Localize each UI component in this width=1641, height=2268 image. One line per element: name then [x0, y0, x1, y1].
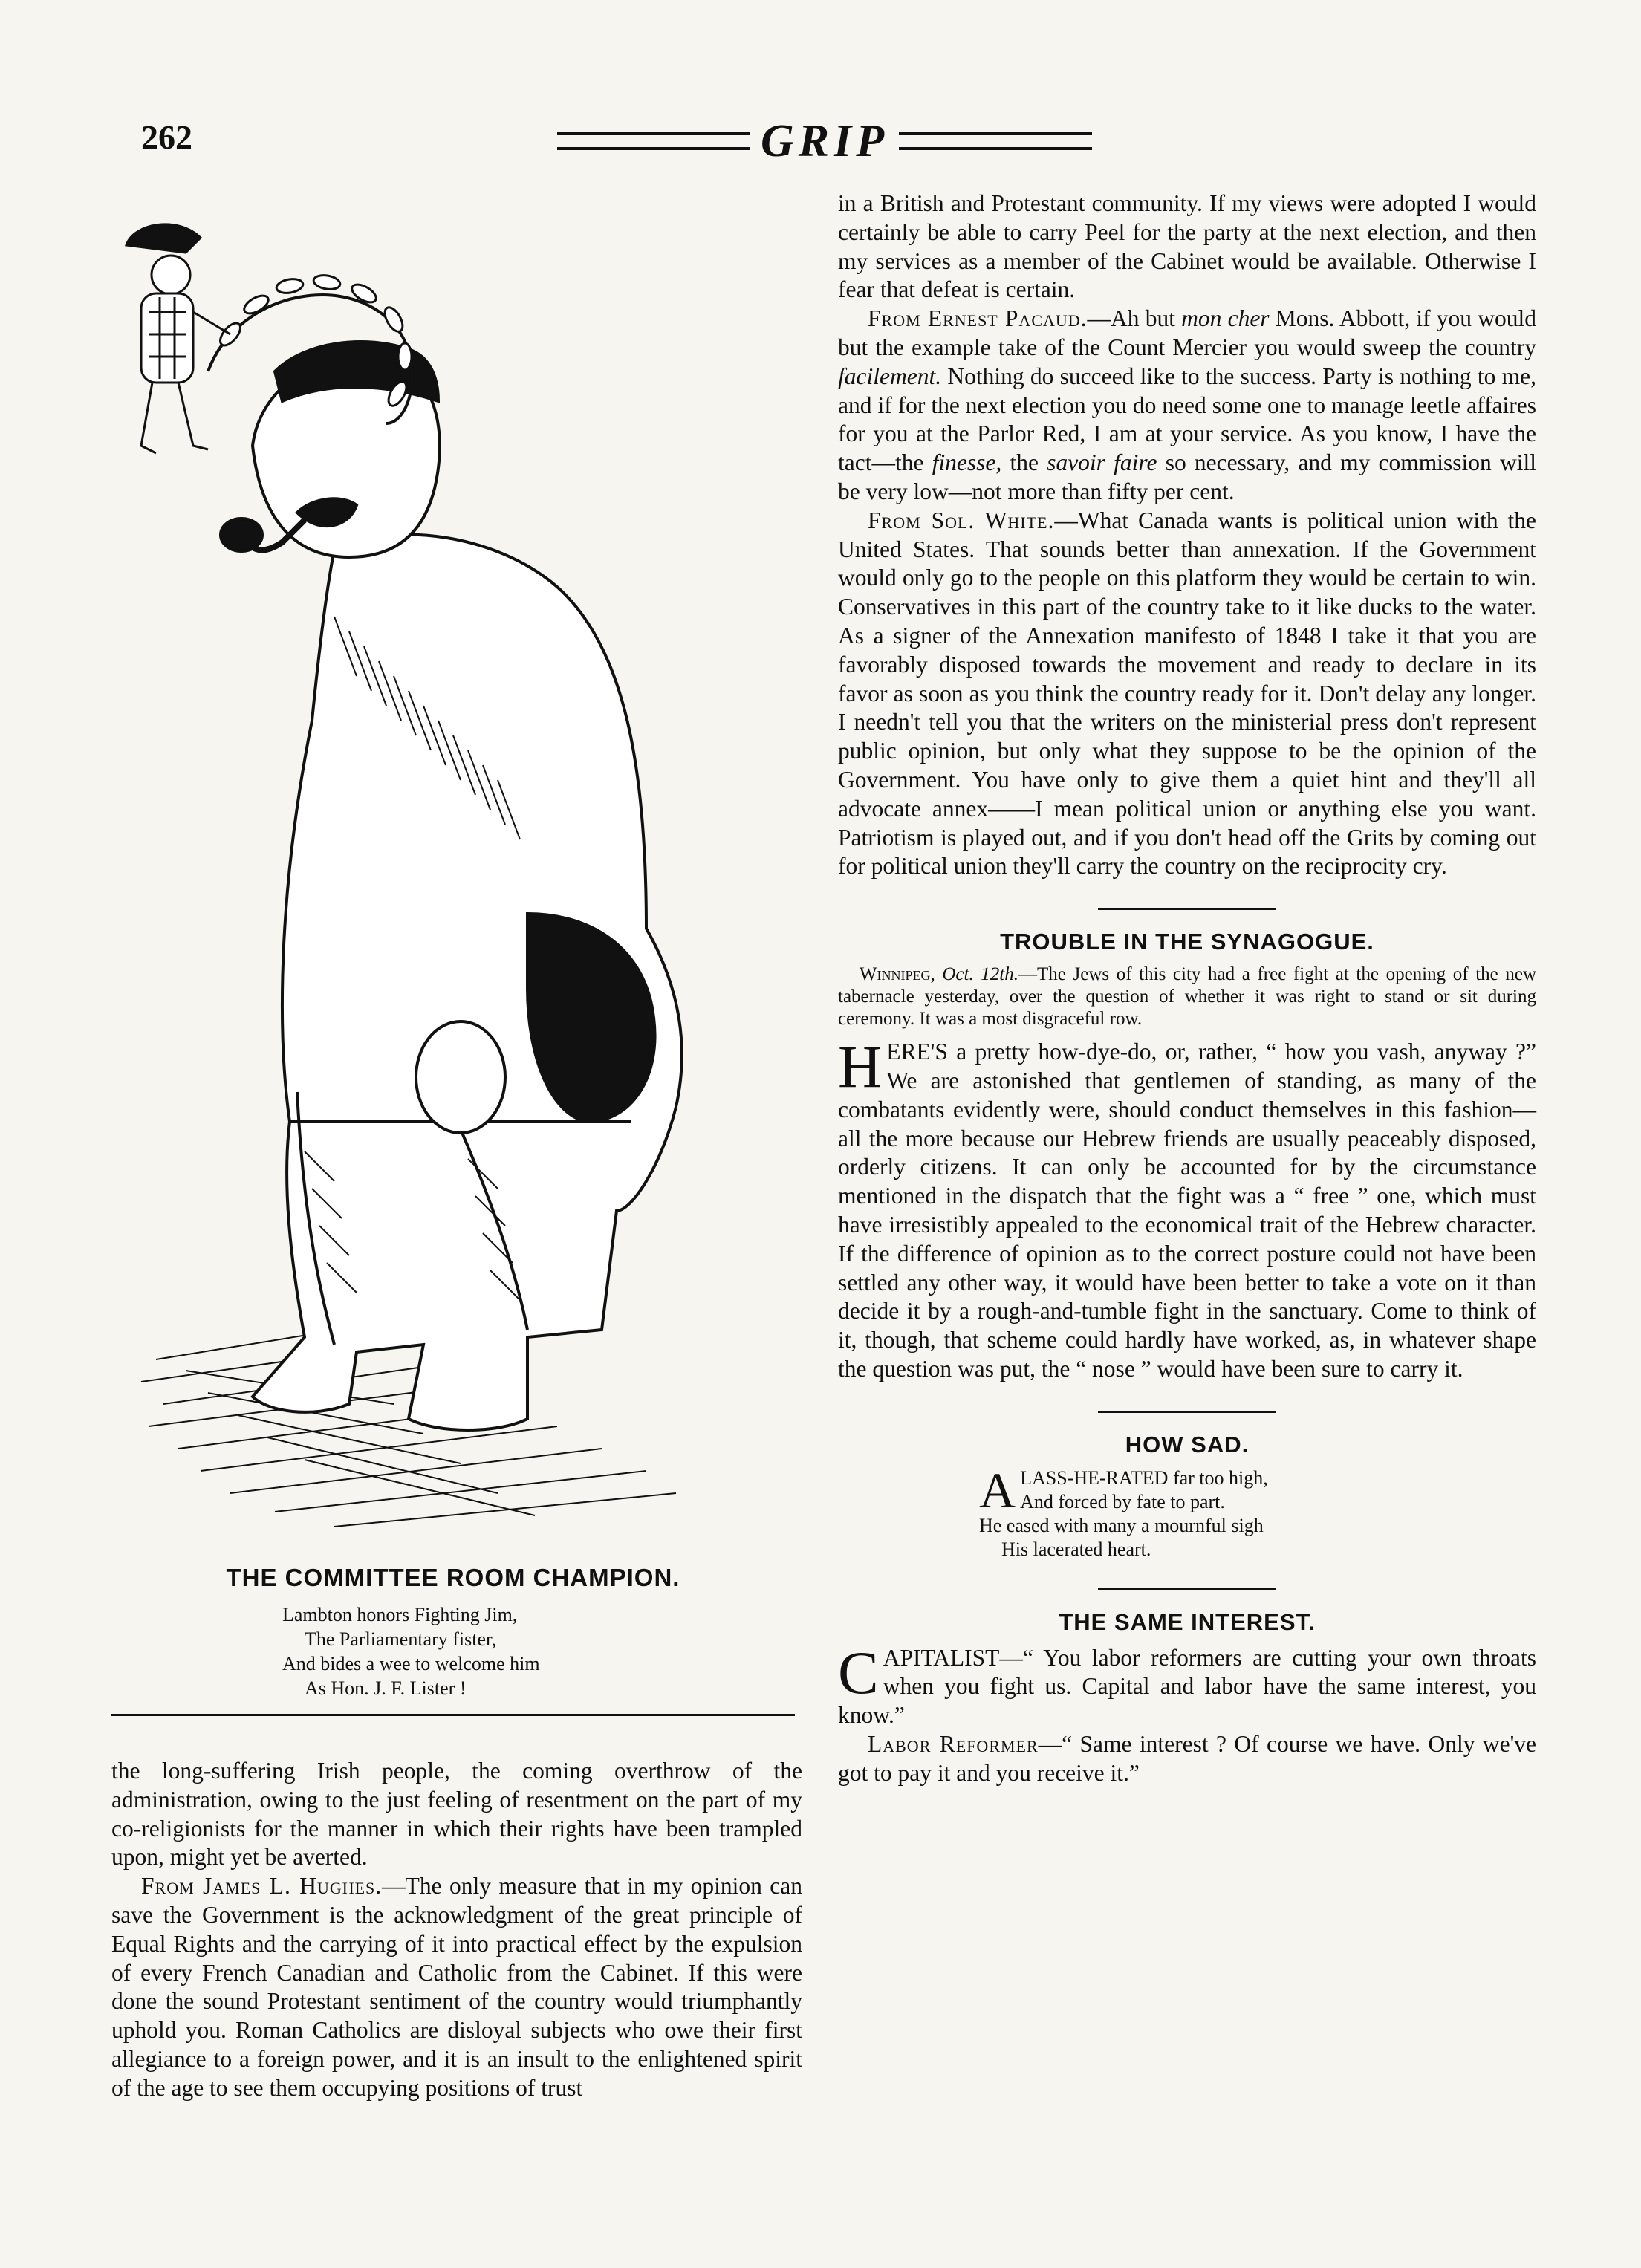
same-interest-p2	[838, 1730, 1536, 1788]
italic-run: finesse,	[932, 449, 1002, 476]
paragraph-body: —The only measure that in my opinion can save the Government is the acknowledgment of the great principle of Equal Rights and the carrying of it into practical effect by the expulsion of every French Canadian and Catholic from the Cabinet. If this were done the sound Protestant sentiment of the country would triumphantly uphold you. Roman Catholics are disloyal subjects who owe their first allegiance to a foreign power, and it is an insult to the enlightened spirit of the age to see them occupying positions of trust	[111, 1873, 802, 2101]
paragraph: the long-suffering Irish people, the coming overthrow of the administration, owing to the just feeling of resentment on the part of my co-religionists for the manner in which their rights have been trampled upon, might yet be averted.	[111, 1758, 802, 1871]
section-heading-synagogue: TROUBLE IN THE SYNAGOGUE.	[1000, 929, 1374, 955]
poem-line: He eased with many a mournful sigh	[979, 1514, 1264, 1536]
illustration-caption	[111, 1564, 795, 1716]
same-interest-p1	[838, 1638, 1536, 1730]
dateline	[838, 964, 1536, 1030]
page-header	[141, 111, 1107, 171]
paragraph-body: —“ Same interest ? Of course we have. Only we've got to pay it and you receive it.”	[838, 1731, 1536, 1786]
paragraph-hughes	[111, 1872, 802, 2102]
figure-body	[253, 535, 682, 1430]
italic-run: facilement.	[838, 363, 942, 389]
section-divider	[1098, 1411, 1276, 1413]
right-column-text	[838, 189, 1536, 1788]
speaker-name: From Ernest Pacaud.	[868, 305, 1088, 332]
section-heading-how-sad: HOW SAD.	[1125, 1431, 1250, 1458]
article-body: ERE'S a pretty how-dye-do, or, rather, “ how you vash, anyway ?” We are astonished that gentlemen of standing, as many of the combatants evidently were, should conduct themselves in this fashion—all the more because our Hebrew friends are usually peaceably disposed, orderly citizens. It can only be accounted for by the circumstance mentioned in the dispatch that the fight was a “ free ” one, which must have irresistibly appealed to the economical trait of the Hebrew character. If the difference of opinion as to the correct posture could not have been settled any other way, it would have been better to take a vote on it than decide it by a rough-and-tumble fight in the sanctuary. Come to think of it, though, that scheme could hardly have worked, as, in whatever shape the question was put, the “ nose ” would have been sure to carry it.	[838, 1039, 1536, 1382]
caption-line: And bides a wee to welcome him	[282, 1653, 540, 1674]
paragraph: in a British and Protestant community. If my views were adopted I would certainly be able to carry Peel for the party at the next election, and then my services as a member of the Cabinet would be available. Otherwise I fear that defeat is certain.	[838, 190, 1536, 303]
masthead-title: GRIP	[760, 115, 889, 166]
text-run: —Ah but	[1087, 305, 1182, 332]
masthead-rule-right	[899, 132, 1092, 150]
figure-head	[221, 342, 440, 557]
speaker-name: From James L. Hughes.	[141, 1873, 383, 1900]
text-run: so necessary, and my commission will be very low—not more than fifty per cent.	[838, 449, 1537, 504]
paragraph-body: APITALIST—“ You labor reformers are cutting your own throats when you fight us. Capital and labor have the same interest, you know.”	[838, 1644, 1536, 1729]
section-divider	[1098, 1588, 1276, 1590]
dateline-date: Oct. 12th.	[942, 964, 1019, 985]
drop-cap: C	[838, 1638, 879, 1706]
caption-rule	[111, 1714, 795, 1716]
paragraph-white	[838, 507, 1536, 881]
drop-cap: H	[838, 1033, 883, 1101]
text-run: Mons. Abbott, if you would but the example take of the Count Mercier you would sweep the country	[838, 305, 1536, 360]
cartoon-illustration	[111, 201, 795, 1553]
page-number: 262	[141, 118, 192, 156]
caption-line: As Hon. J. F. Lister !	[305, 1677, 467, 1699]
paragraph-pacaud	[838, 305, 1536, 507]
caption-verse	[282, 1602, 795, 1700]
poem-line: LASS-HE-RATED far too high,	[1020, 1466, 1268, 1489]
italic-run: savoir faire	[1047, 449, 1157, 476]
synagogue-article	[838, 1033, 1536, 1384]
drop-cap: A	[979, 1461, 1016, 1518]
paragraph-body: —What Canada wants is political union with the United States. That sounds better than annexation. If the Government would only go to the people on this platform they would be certain to win. Conservatives in this part of the country take to it like ducks to the water. As a signer of the Annexation manifesto of 1848 I take it that you are favorably disposed towards the movement and ready to declare in its favor as soon as you think the country ready for it. Don't delay any longer. I needn't tell you that the writers on the ministerial press don't represent public opinion, but only what they suppose to be the opinion of the Government. You have only to give them a quiet hint and they'll all advocate annex——I mean political union or anything else you want. Patriotism is played out, and if you don't head off the Grits by coming out for political union they'll carry the country on the reciprocity cry.	[838, 507, 1536, 880]
fist	[416, 1021, 505, 1133]
poem-how-sad	[979, 1461, 1536, 1562]
text-run: Nothing do succeed like to the success. Party is nothing to me, and if for the next election you do need some one to manage leetle affaires for you at the Parlor Red, I am at your service. As you know, I have the tact—the	[838, 363, 1536, 476]
small-imp-figure	[126, 224, 230, 453]
caption-line: The Parliamentary fister,	[305, 1628, 497, 1650]
poem-line: And forced by fate to part.	[1020, 1490, 1225, 1512]
text-run: the	[1001, 449, 1047, 476]
poem-line: His lacerated heart.	[1001, 1538, 1151, 1560]
speaker-name: Labor Reformer	[868, 1731, 1039, 1758]
dateline-place: Winnipeg,	[859, 964, 935, 985]
speaker-name: From Sol. White.	[868, 507, 1055, 533]
italic-run: mon cher	[1181, 305, 1270, 332]
caption-title: THE COMMITTEE ROOM CHAMPION.	[226, 1564, 680, 1591]
section-divider	[1098, 908, 1276, 910]
masthead	[557, 111, 1092, 171]
section-heading-same-interest: THE SAME INTEREST.	[1059, 1608, 1316, 1635]
caption-line: Lambton honors Fighting Jim,	[282, 1604, 518, 1625]
left-column-text	[111, 1757, 802, 2103]
dateline-text: —The Jews of this city had a free fight at the opening of the new tabernacle yesterday, over the question of whether it was right to stand or sit during ceremony. It was a most disgraceful row.	[838, 964, 1537, 1030]
masthead-rule-left	[557, 132, 750, 150]
